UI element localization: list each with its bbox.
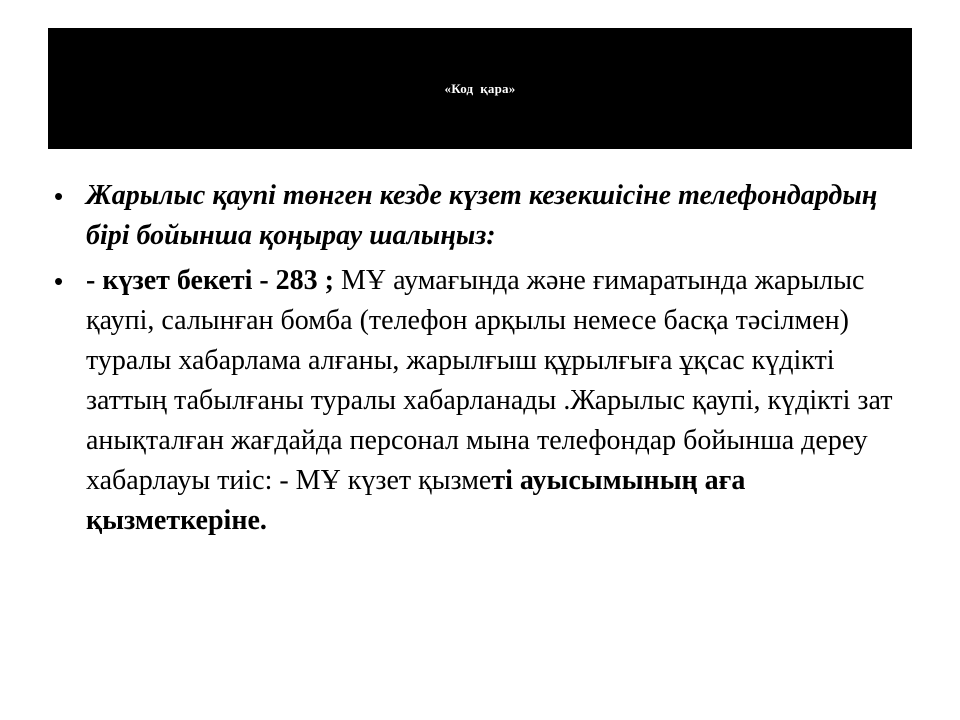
bullet-bold-lead: - күзет бекеті - 283 ; [86,265,334,296]
bullet-dot-icon: • [54,181,64,211]
slide-title: «Код қара» [444,80,516,96]
slide-body [54,176,920,541]
bullet-body-text: МҰ аумағында және ғимаратында жарылыс қаупі, салынған бомба (телефон арқылы немесе басқа тәсілмен) туралы хабарлама алғаны, жарылғыш құрылғыға ұқсас күдікті заттың табылғаны туралы хабарланады .Жарылыс қаупі, күдікті зат анықталған жағдайда персонал мына телефондар бойынша дереу хабарлауы тиіс: - МҰ күзет қызме [86,265,893,496]
bullet-item [54,261,920,541]
bullet-item [54,176,920,256]
bullet-text: Жарылыс қаупі төнген кезде күзет кезекшісіне телефондардың бірі бойынша қоңырау шалыңыз: [86,180,878,251]
bullet-dot-icon: • [54,266,64,296]
title-bar [48,28,912,149]
bullet-bold-tail: ті ауысымының аға қызметкеріне. [86,465,746,536]
